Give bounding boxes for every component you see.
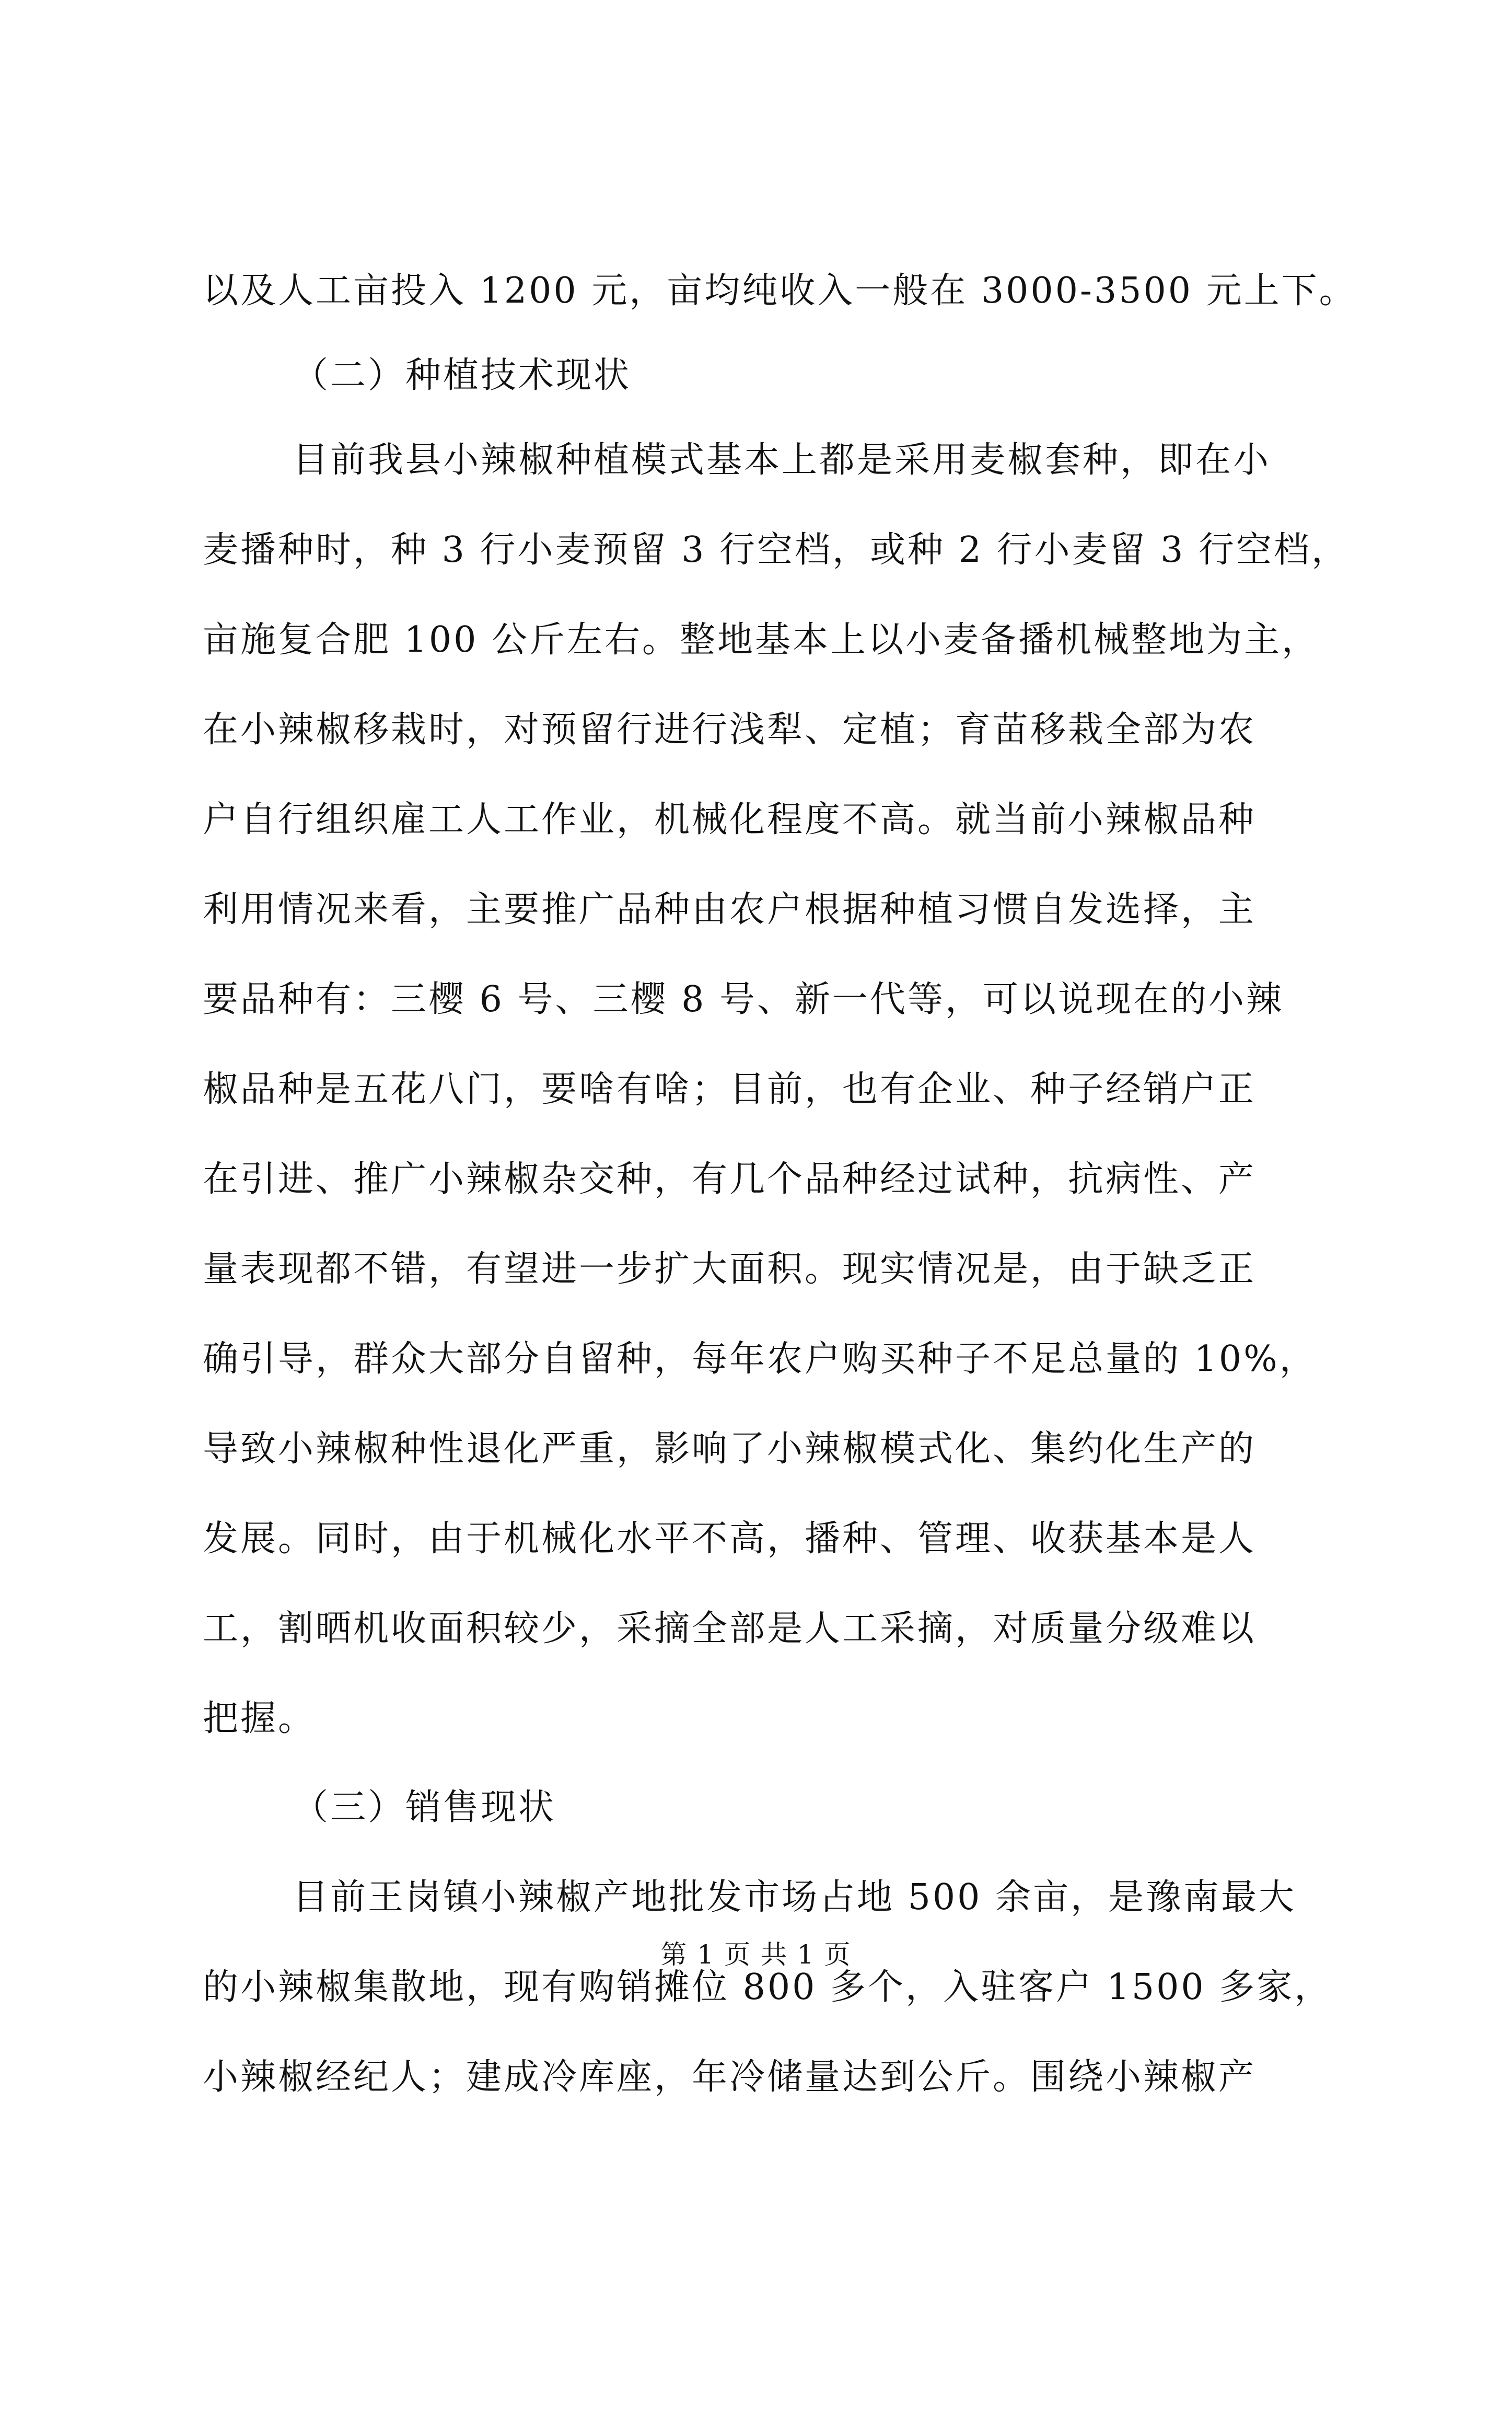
body-line-18: 的小辣椒集散地，现有购销摊位 800 多个，入驻客户 1500 多家，	[203, 1967, 1332, 2008]
body-line-6: 户自行组织雇工人工作业，机械化程度不高。就当前小辣椒品种	[203, 799, 1257, 840]
body-line-12: 确引导，群众大部分自留种，每年农户购买种子不足总量的 10%，	[203, 1338, 1317, 1380]
body-line-1: 以及人工亩投入 1200 元，亩均纯收入一般在 3000-3500 元上下。	[203, 270, 1357, 311]
body-line-3: 麦播种时，种 3 行小麦预留 3 行空档，或种 2 行小麦留 3 行空档，	[203, 529, 1349, 571]
page-footer: 第 1 页 共 1 页	[660, 1939, 852, 1970]
body-line-11: 量表现都不错，有望进一步扩大面积。现实情况是，由于缺乏正	[203, 1249, 1257, 1290]
body-line-8: 要品种有：三樱 6 号、三樱 8 号、新一代等，可以说现在的小辣	[203, 979, 1284, 1020]
body-line-17: 目前王岗镇小辣椒产地批发市场占地 500 余亩，是豫南最大	[293, 1877, 1297, 1918]
body-line-16: 把握。	[203, 1698, 316, 1739]
body-line-7: 利用情况来看，主要推广品种由农户根据种植习惯自发选择，主	[203, 889, 1257, 930]
body-line-10: 在引进、推广小辣椒杂交种，有几个品种经过试种，抗病性、产	[203, 1159, 1257, 1200]
body-line-15: 工，割晒机收面积较少，采摘全部是人工采摘，对质量分级难以	[203, 1608, 1257, 1649]
body-line-5: 在小辣椒移栽时，对预留行进行浅犁、定植；育苗移栽全部为农	[203, 709, 1257, 750]
section-heading-sales-status: （三）销售现状	[293, 1787, 556, 1828]
document-page	[0, 270, 1512, 2414]
body-line-4: 亩施复合肥 100 公斤左右。整地基本上以小麦备播机械整地为主，	[203, 619, 1320, 661]
body-line-2: 目前我县小辣椒种植模式基本上都是采用麦椒套种，即在小	[293, 440, 1271, 481]
body-line-9: 椒品种是五花八门，要啥有啥；目前，也有企业、种子经销户正	[203, 1069, 1257, 1110]
body-line-14: 发展。同时，由于机械化水平不高，播种、管理、收获基本是人	[203, 1518, 1257, 1560]
section-heading-planting-technology: （二）种植技术现状	[293, 355, 632, 396]
body-line-19: 小辣椒经纪人；建成冷库座，年冷储量达到公斤。围绕小辣椒产	[203, 2057, 1257, 2098]
body-line-13: 导致小辣椒种性退化严重，影响了小辣椒模式化、集约化生产的	[203, 1428, 1257, 1470]
